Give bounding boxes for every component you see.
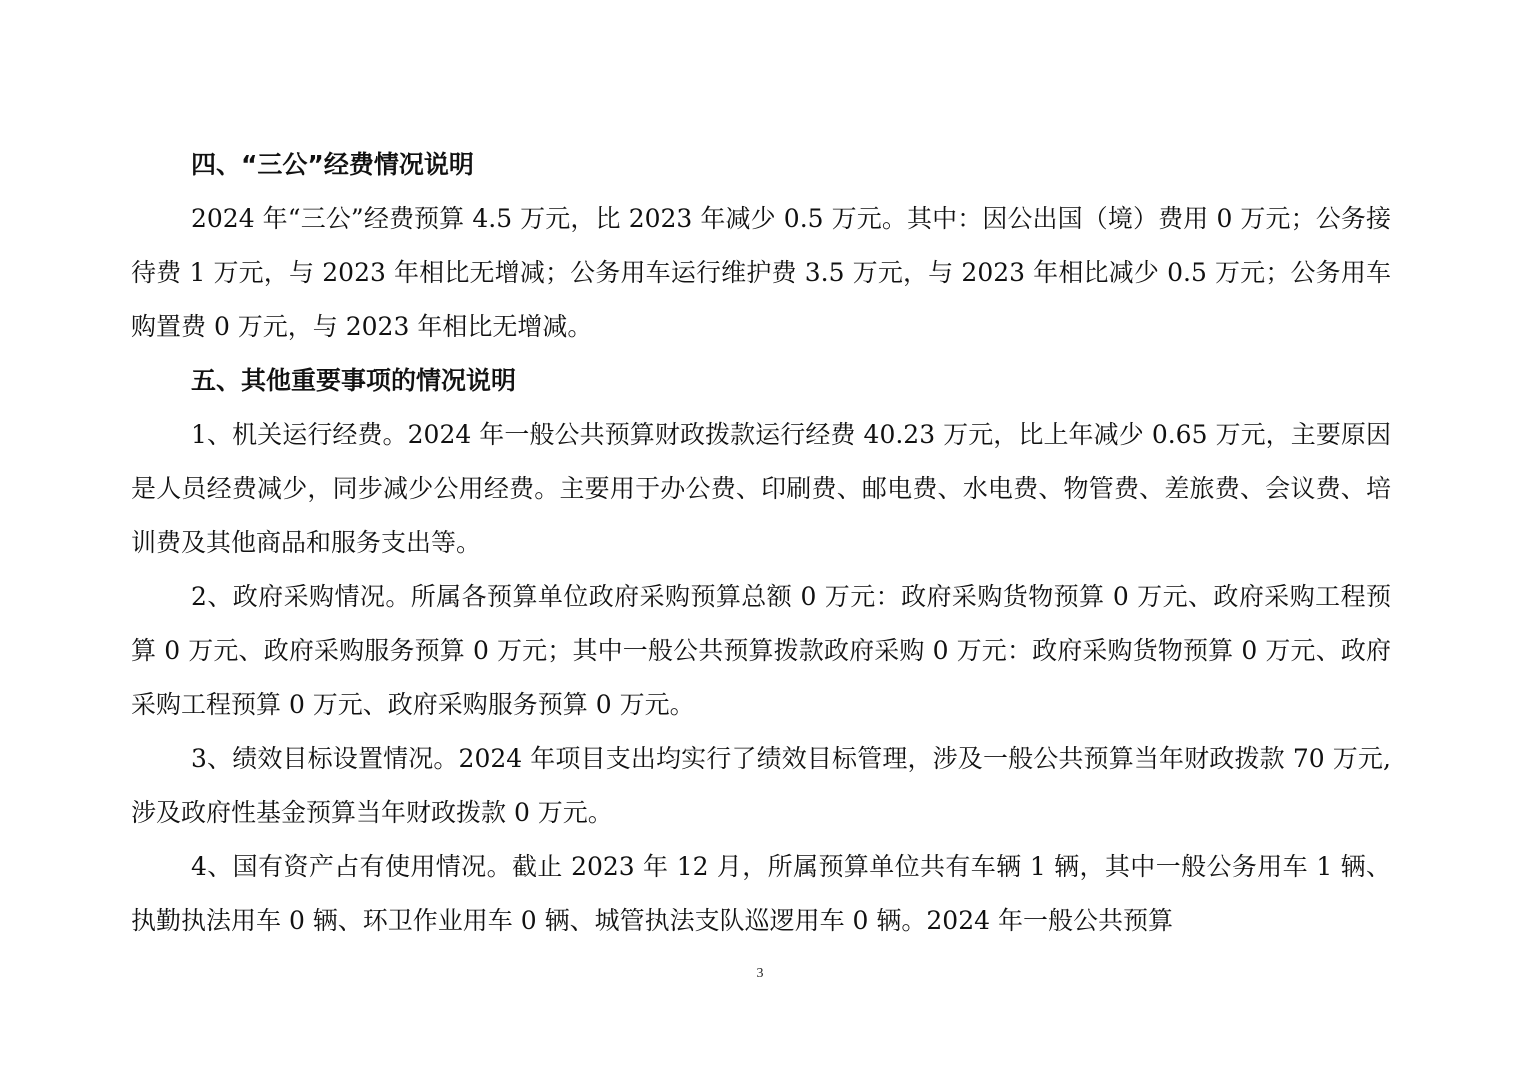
page-number: 3 [756,966,764,981]
section-heading-sangong: 四、“三公”经费情况说明 [191,150,474,179]
page-body [131,138,1391,948]
paragraph-sangong-budget: 2024 年“三公”经费预算 4.5 万元，比 2023 年减少 0.5 万元。其中：因公出国（境）费用 0 万元；公务接待费 1 万元，与 2023 年相比无增减；公务用车运行维护费 3.5 万元，与 2023 年相比减少 0.5 万元；公务用车购置费 0 万元，与 2023 年相比无增减。 [131,204,1391,341]
paragraph-state-assets: 4、国有资产占有使用情况。截止 2023 年 12 月，所属预算单位共有车辆 1 辆，其中一般公务用车 1 辆、执勤执法用车 0 辆、环卫作业用车 0 辆、城管执法支队巡逻用车 0 辆。2024 年一般公共预算 [131,852,1391,935]
paragraph-operating-expenses: 1、机关运行经费。2024 年一般公共预算财政拨款运行经费 40.23 万元，比上年减少 0.65 万元，主要原因是人员经费减少，同步减少公用经费。主要用于办公费、印刷费、邮电费、水电费、物管费、差旅费、会议费、培训费及其他商品和服务支出等。 [131,420,1391,557]
section-heading-other-matters: 五、其他重要事项的情况说明 [191,366,517,395]
paragraph-performance-targets: 3、绩效目标设置情况。2024 年项目支出均实行了绩效目标管理，涉及一般公共预算当年财政拨款 70 万元,涉及政府性基金预算当年财政拨款 0 万元。 [131,744,1391,827]
paragraph-government-procurement: 2、政府采购情况。所属各预算单位政府采购预算总额 0 万元：政府采购货物预算 0 万元、政府采购工程预算 0 万元、政府采购服务预算 0 万元；其中一般公共预算拨款政府采购 0 万元：政府采购货物预算 0 万元、政府采购工程预算 0 万元、政府采购服务预算 0 万元。 [131,582,1391,719]
